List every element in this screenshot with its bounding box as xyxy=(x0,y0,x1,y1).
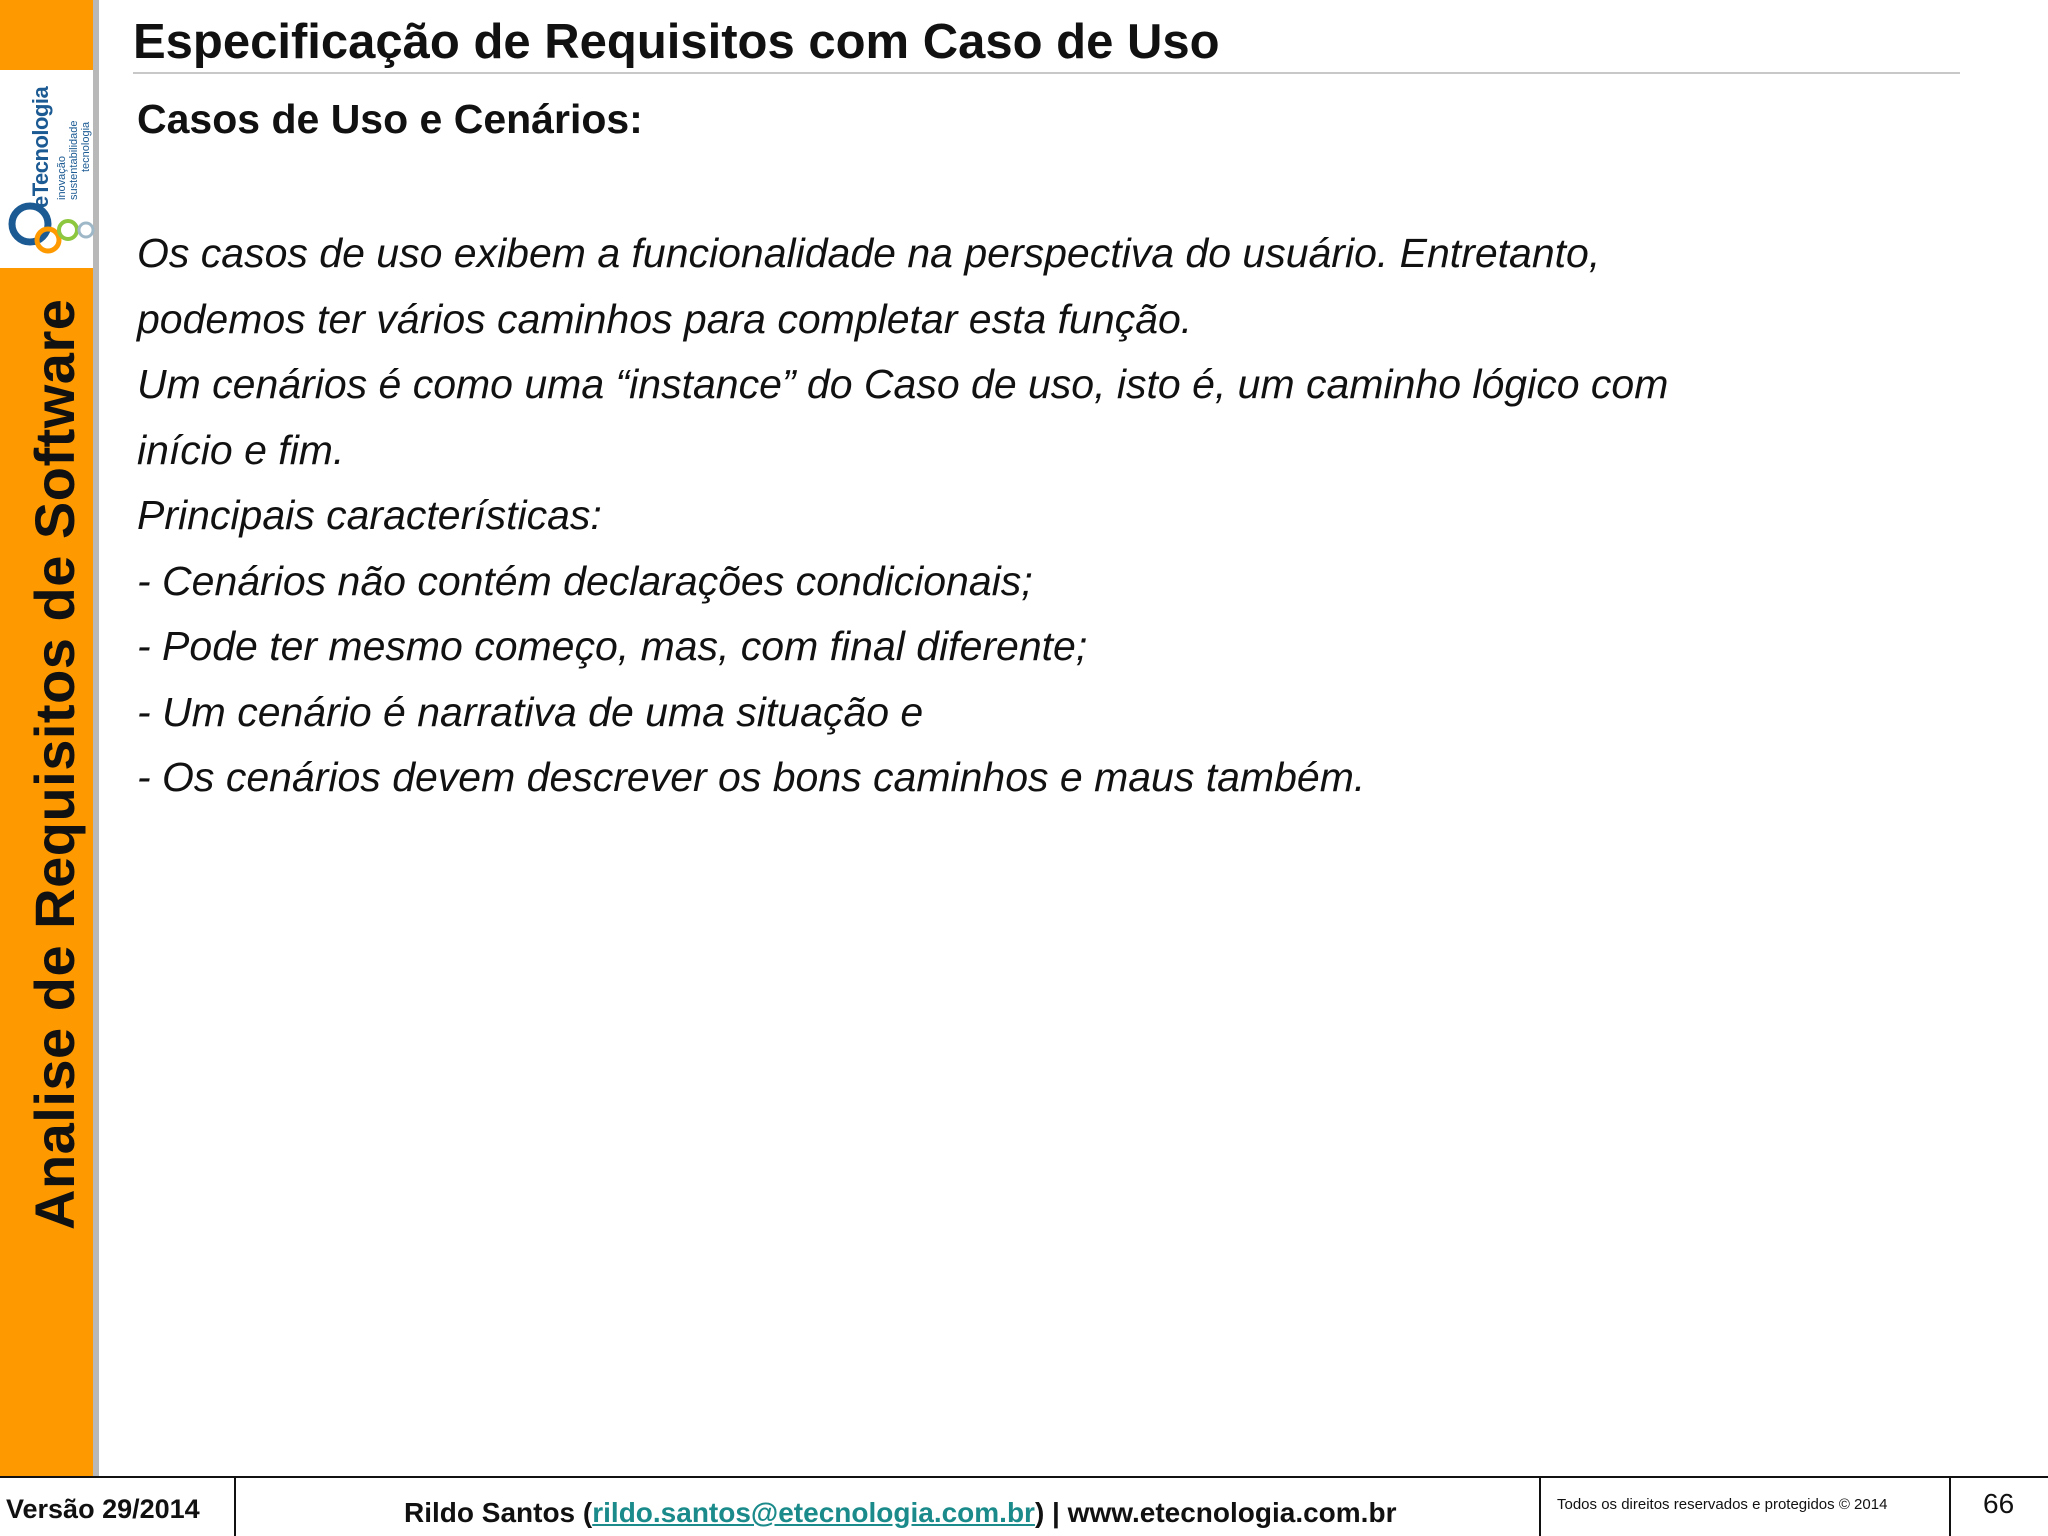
footer-divider xyxy=(0,1476,2048,1478)
logo-text xyxy=(28,58,92,208)
logo-tagline-1: inovação xyxy=(56,155,68,200)
body-line: Principais características: xyxy=(137,492,602,538)
footer-author xyxy=(404,1497,1396,1529)
body-line: podemos ter vários caminhos para completar esta função. xyxy=(137,295,1193,342)
footer-separator xyxy=(1539,1478,1541,1536)
footer-version: Versão 29/2014 xyxy=(6,1494,200,1524)
logo-tagline-2: sustentabilidade xyxy=(68,120,80,200)
footer-copyright: Todos os direitos reservados e protegidos © 2014 xyxy=(1557,1496,1888,1513)
page-number: 66 xyxy=(1983,1488,2015,1519)
body-line: - Os cenários devem descrever os bons caminhos e maus também. xyxy=(137,754,1366,800)
body-text xyxy=(137,221,1668,811)
body-line: Um cenários é como uma “instance” do Caso de uso, isto é, um caminho lógico com xyxy=(137,361,1669,407)
footer-author-suffix: ) | www.etecnologia.com.br xyxy=(1034,1497,1397,1528)
title-divider xyxy=(133,72,1960,74)
body-line: - Um cenário é narrativa de uma situação e xyxy=(137,688,924,735)
body-line: - Pode ter mesmo começo, mas, com final diferente; xyxy=(137,623,1088,669)
footer-separator xyxy=(1949,1478,1951,1536)
logo-tagline-3: tecnologia xyxy=(80,121,92,172)
logo-rings-icon xyxy=(4,200,96,268)
logo xyxy=(0,70,93,268)
page-title: Especificação de Requisitos com Caso de Uso xyxy=(133,15,1220,69)
logo-brand: eTecnologia xyxy=(28,86,53,208)
body-line: - Cenários não contém declarações condicionais; xyxy=(137,557,1033,604)
footer-author-prefix: Rildo Santos ( xyxy=(404,1497,593,1528)
footer-separator xyxy=(234,1478,236,1536)
vertical-course-title: Analise de Requisitos de Software xyxy=(23,298,86,1230)
section-heading: Casos de Uso e Cenários: xyxy=(137,96,643,142)
body-line: início e fim. xyxy=(137,426,345,473)
body-line: Os casos de uso exibem a funcionalidade na perspectiva do usuário. Entretanto, xyxy=(137,230,1601,276)
footer-email-link[interactable]: rildo.santos@etecnologia.com.br xyxy=(592,1497,1035,1528)
